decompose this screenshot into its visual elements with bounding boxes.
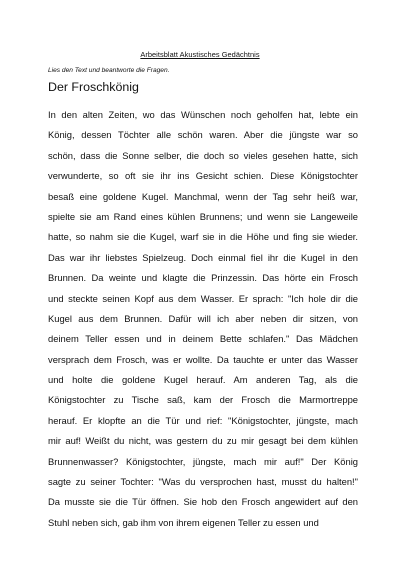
story-line: hatte, so nahm sie die Kugel, warf sie in die Höhe und fing sie wieder. bbox=[48, 231, 358, 243]
story-line: Das war ihr liebstes Spielzeug. Doch einmal fiel ihr die Kugel in den bbox=[48, 251, 358, 263]
story-line: schön, dass die Sonne selber, die doch so vieles gesehen hatte, sich bbox=[48, 149, 358, 161]
story-line: Brunnenwasser? Königstochter, jüngste, mach mir auf!" Der König bbox=[48, 455, 358, 467]
story-line: König, dessen Töchter alle schön waren. Aber die jüngste war so bbox=[48, 129, 358, 141]
story-line: Kugel aus dem Brunnen. Dafür will ich aber neben dir sitzen, von bbox=[48, 312, 358, 324]
story-line: versprach dem Frosch, was er wollte. Da tauchte er unter das Wasser bbox=[48, 353, 358, 365]
worksheet-title: Arbeitsblatt Akustisches Gedächtnis bbox=[140, 50, 260, 59]
story-line: Brunnen. Da weinte und klagte die Prinzessin. Das hörte ein Frosch bbox=[48, 272, 358, 284]
story-line: sagte zu seiner Tochter: "Was du versprochen hast, musst du halten!" bbox=[48, 476, 358, 488]
story-line: besaß eine goldene Kugel. Manchmal, wenn der Tag sehr heiß war, bbox=[48, 190, 358, 202]
story-line: Da musste sie die Tür öffnen. Sie hob den Frosch angewidert auf den bbox=[48, 496, 358, 508]
story-line: herauf. Er klopfte an die Tür und rief: "Königstochter, jüngste, mach bbox=[48, 414, 358, 426]
story-line: Stuhl neben sich, gab ihm von ihrem eigenen Teller zu essen und bbox=[48, 516, 319, 528]
story-body bbox=[48, 105, 358, 533]
instruction-text: Lies den Text und beantworte die Fragen. bbox=[48, 67, 170, 74]
story-line: verwunderte, so oft sie ihr ins Gesicht schien. Diese Königstochter bbox=[48, 170, 358, 182]
story-line: spielte sie am Rand eines kühlen Brunnens; und wenn sie Langeweile bbox=[48, 210, 358, 222]
story-line: deinem Teller essen und in deinem Bette schlafen." Das Mädchen bbox=[48, 333, 358, 345]
story-line: Königstochter zu Tische saß, kam der Frosch die Marmortreppe bbox=[48, 394, 358, 406]
story-line: mir auf! Weißt du nicht, was gestern du zu mir gesagt bei dem kühlen bbox=[48, 435, 358, 447]
story-line: In den alten Zeiten, wo das Wünschen noch geholfen hat, lebte ein bbox=[48, 109, 358, 120]
story-heading: Der Froschkönig bbox=[48, 80, 139, 94]
story-line: und holte die goldene Kugel herauf. Am anderen Tag, als die bbox=[48, 374, 358, 386]
story-line: und steckte seinen Kopf aus dem Wasser. Er sprach: "Ich hole dir die bbox=[48, 292, 358, 304]
